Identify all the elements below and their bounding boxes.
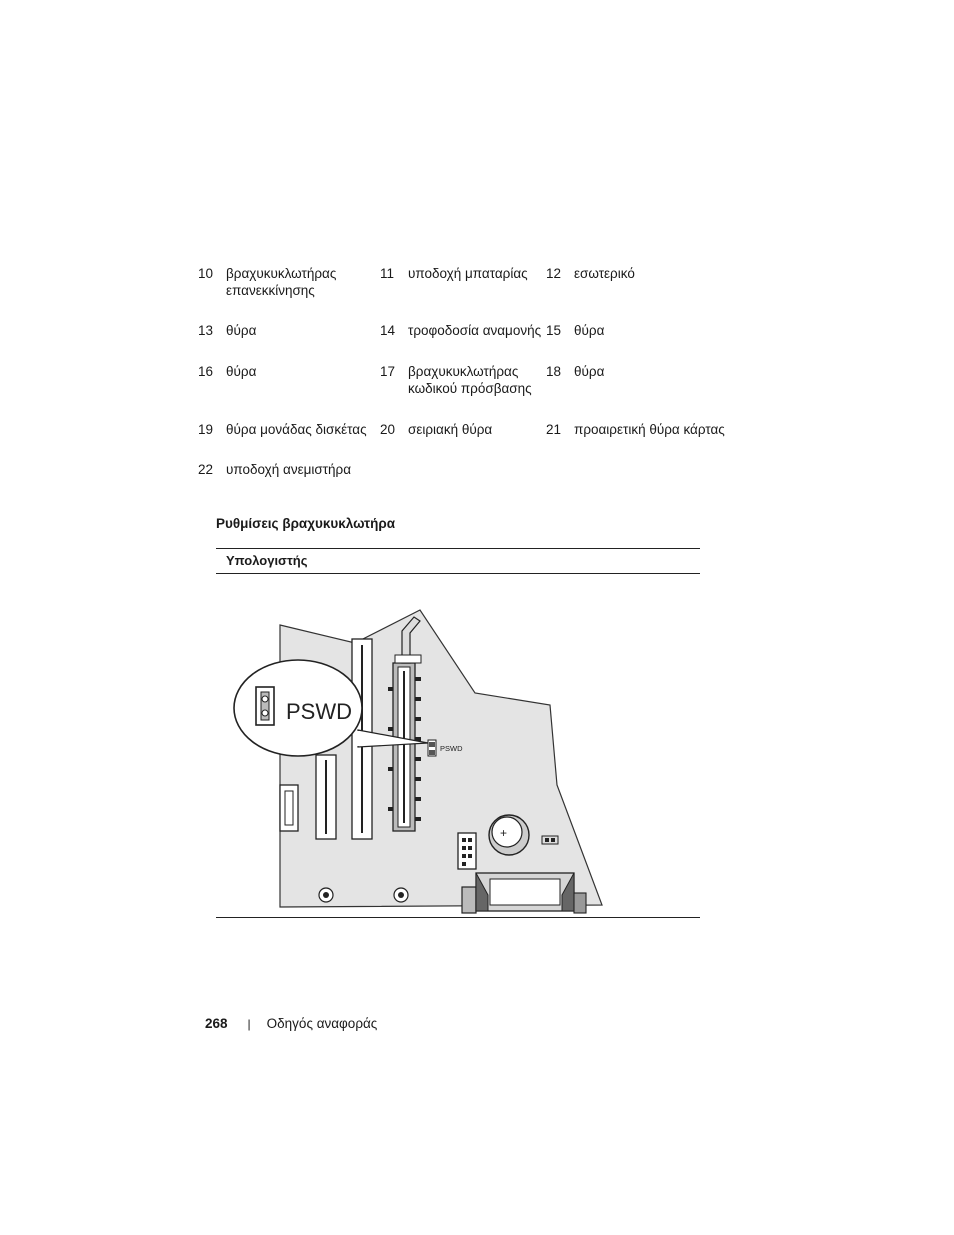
legend-item	[198, 421, 380, 438]
legend-item-label: θύρα	[226, 364, 257, 379]
rear-io-port-left	[462, 887, 476, 913]
legend-item	[546, 265, 730, 299]
legend-item-number: 10	[198, 266, 214, 281]
table-bottom-rule	[216, 917, 700, 918]
legend-item-number: 11	[380, 266, 395, 281]
rear-io-port-right	[574, 893, 586, 913]
legend-item-number: 19	[198, 422, 214, 437]
legend-item	[198, 265, 380, 299]
callout-pswd-label: PSWD	[286, 699, 352, 724]
legend-item-number: 20	[380, 422, 396, 437]
table-header-label: Υπολογιστής	[226, 553, 308, 568]
legend-item-number: 16	[198, 364, 214, 379]
legend-item-number: 18	[546, 364, 562, 379]
legend-item	[546, 322, 730, 339]
legend-row	[198, 265, 730, 299]
legend-item	[380, 421, 546, 438]
legend-item-label: θύρα	[226, 323, 257, 338]
legend-item	[198, 363, 380, 397]
legend-item-label: προαιρετική θύρα κάρτας	[574, 422, 725, 437]
legend-item	[380, 265, 546, 299]
rtc-reset-header	[542, 836, 558, 844]
table-header	[216, 548, 700, 574]
legend-row	[198, 363, 730, 397]
legend-item-label: βραχυκυκλωτήρας κωδικού πρόσβασης	[408, 364, 532, 396]
legend-item-number: 15	[546, 323, 562, 338]
legend-item-number: 21	[546, 422, 562, 437]
legend-item	[198, 322, 380, 339]
legend-item-label: θύρα	[574, 364, 605, 379]
legend-item-label: θύρα μονάδας δισκέτας	[226, 422, 367, 437]
legend-row	[198, 461, 380, 478]
svg-text:+: +	[500, 826, 508, 840]
legend-item-number: 14	[380, 323, 396, 338]
legend-item-number: 17	[380, 364, 396, 379]
legend-item	[198, 461, 380, 478]
legend-item	[546, 363, 730, 397]
legend-item-label: υποδοχή ανεμιστήρα	[226, 462, 352, 477]
footer-separator: |	[247, 1016, 251, 1031]
legend-item	[380, 322, 546, 339]
legend-item-label: τροφοδοσία αναμονής	[408, 323, 542, 338]
footer-title: Οδηγός αναφοράς	[266, 1016, 378, 1031]
legend-item	[546, 421, 730, 438]
page-number: 268	[205, 1016, 228, 1031]
legend-item	[380, 363, 546, 397]
legend-row	[198, 322, 730, 339]
legend-item-label: σειριακή θύρα	[408, 422, 493, 437]
legend-row	[198, 421, 730, 438]
pswd-small-label: PSWD	[440, 744, 463, 753]
legend-item-label: θύρα	[574, 323, 605, 338]
legend-item-label: εσωτερικό	[574, 266, 635, 281]
legend-item-number: 12	[546, 266, 562, 281]
legend-item-number: 22	[198, 462, 214, 477]
motherboard-diagram	[230, 605, 610, 917]
page-footer	[205, 1016, 377, 1031]
legend-item-label: υποδοχή μπαταρίας	[408, 266, 528, 281]
legend-item-number: 13	[198, 323, 214, 338]
legend-item-label: βραχυκυκλωτήρας επανεκκίνησης	[226, 266, 337, 298]
section-heading: Ρυθμίσεις βραχυκυκλωτήρα	[216, 516, 396, 531]
serial-header	[458, 833, 476, 869]
